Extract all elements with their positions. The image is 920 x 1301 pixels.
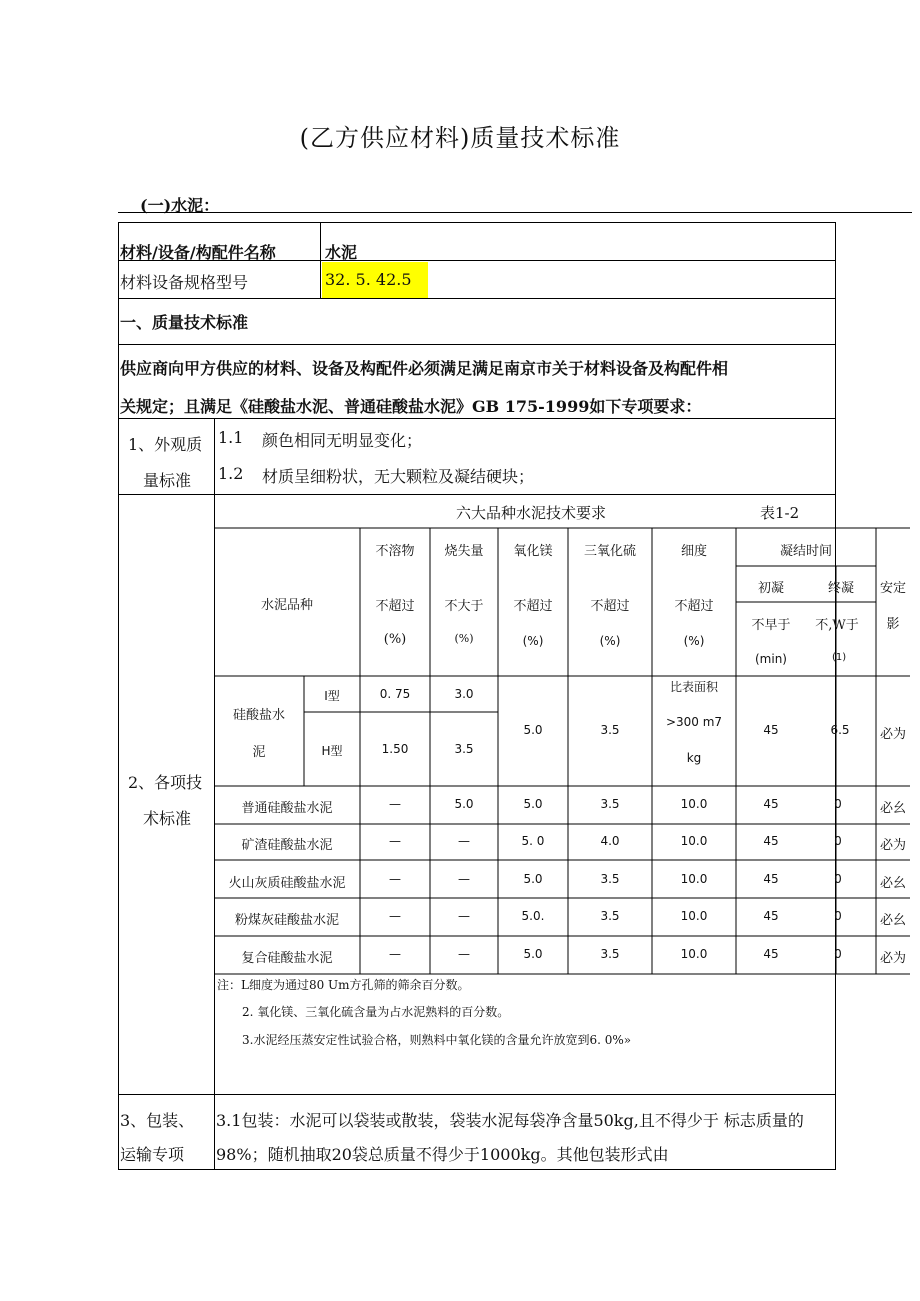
name-label: 材料/设备/构配件名称 [120,243,276,262]
variety-name-cell: 复合硅酸盐水泥 [241,951,333,966]
header-stability-1: 安定 [879,581,906,596]
variety-final-cell: 0 [834,872,842,886]
variety-insoluble-cell: — [389,834,401,848]
variety-initial-cell: 45 [763,872,779,886]
packaging-line-1: 3.1包装：水泥可以袋装或散装，袋装水泥每袋净含量50kg,且不得少于 标志质量的 [216,1111,804,1130]
variety-so3-cell: 4.0 [600,834,620,848]
packaging-label-2: 运输专项 [120,1145,185,1164]
variety-mgo-cell: 5.0 [523,797,543,811]
final-sub-1: 不,W于 [815,618,859,633]
note-3: 3.水泥经压蒸安定性试验合格，则熟料中氧化镁的含量允许放宽到6. 0%» [242,1033,632,1047]
variety-so3-cell: 3.5 [600,909,620,923]
variety-stability-cell: 必为 [879,838,906,853]
variety-loss-cell: 5.0 [454,797,474,811]
variety-initial-cell: 45 [763,947,779,961]
portland-final: 6.5 [830,723,850,737]
variety-fine-cell: 10.0 [680,834,708,848]
spec-value: 32. 5. 42.5 [325,270,412,289]
variety-mgo-cell: 5.0 [523,872,543,886]
variety-final-cell: 0 [834,797,842,811]
table-number: 表1-2 [760,504,800,522]
variety-so3-cell: 3.5 [600,797,620,811]
variety-name-cell: 火山灰质硅酸盐水泥 [228,876,346,891]
so3-sub-2: (%) [599,634,621,648]
header-mgo: 氧化镁 [513,544,553,559]
tech-label-1: 2、各项技 [128,773,203,792]
portland-name-1: 硅酸盐水 [232,708,285,723]
appearance-label-2: 量标准 [143,471,192,490]
variety-stability-cell: 必幺 [879,913,906,928]
variety-loss-cell: — [458,947,470,961]
variety-fine-cell: 10.0 [680,947,708,961]
variety-fine-cell: 10.0 [680,909,708,923]
variety-initial-cell: 45 [763,797,779,811]
fine-sub-2: (%) [683,634,705,648]
variety-loss-cell: — [458,872,470,886]
insoluble-sub-1: 不超过 [375,599,415,614]
header-variety: 水泥品种 [260,598,313,613]
row-divider [118,1094,836,1095]
intro-line-2: 关规定；且满足《硅酸盐水泥、普通硅酸盐水泥》GB 175-1999如下专项要求： [120,397,702,416]
variety-so3-cell: 3.5 [600,872,620,886]
portland-insoluble-2: 1.50 [381,742,409,756]
variety-insoluble-cell: — [389,909,401,923]
portland-stability: 必为 [879,727,906,742]
initial-sub-1: 不早于 [751,618,791,633]
portland-so3: 3.5 [600,723,620,737]
variety-name-cell: 普通硅酸盐水泥 [241,801,333,816]
packaging-line-2: 98%；随机抽取20袋总质量不得少于1000kg。其他包装形式由 [216,1145,669,1164]
mgo-sub-2: (%) [522,634,544,648]
variety-name-cell: 矿渣硅酸盐水泥 [241,838,333,853]
variety-mgo-cell: 5. 0 [521,834,545,848]
appearance-num-2: 1.2 [218,464,244,483]
section-heading: (一)水泥： [140,196,220,215]
portland-initial: 45 [763,723,779,737]
appearance-item-1: 颜色相同无明显变化； [262,431,423,450]
portland-loss-2: 3.5 [454,742,474,756]
header-stability-2: 影 [886,617,900,632]
header-insoluble: 不溶物 [375,544,415,559]
mgo-sub-1: 不超过 [513,599,553,614]
variety-name-cell: 粉煤灰硅酸盐水泥 [234,913,339,928]
packaging-label-1: 3、包装、 [120,1111,195,1130]
portland-mgo: 5.0 [523,723,543,737]
header-fineness: 细度 [680,544,707,559]
portland-name-2: 泥 [252,745,266,760]
header-final: 终凝 [827,581,854,596]
variety-insoluble-cell: — [389,797,401,811]
page-title: (乙方供应材料)质量技术标准 [299,124,621,152]
header-setting: 凝结时间 [779,544,832,559]
variety-fine-cell: 10.0 [680,872,708,886]
portland-type-1: I型 [324,689,340,703]
variety-loss-cell: — [458,909,470,923]
variety-insoluble-cell: — [389,947,401,961]
header-loss: 烧失量 [444,544,484,559]
variety-fine-cell: 10.0 [680,797,708,811]
variety-final-cell: 0 [834,834,842,848]
portland-fine-2: >300 m7 [665,715,723,729]
initial-sub-2: (min) [755,652,787,666]
so3-sub-1: 不超过 [590,599,630,614]
variety-mgo-cell: 5.0 [523,947,543,961]
quality-heading: 一、质量技术标准 [120,313,249,332]
loss-sub-1: 不大于 [444,599,484,614]
variety-stability-cell: 必为 [879,951,906,966]
final-sub-2: (1) [832,652,847,663]
portland-fine-1: 比表面积 [669,680,718,694]
spec-label: 材料设备规格型号 [120,273,249,292]
portland-loss-1: 3.0 [454,687,474,701]
appearance-label-1: 1、外观质 [128,435,203,454]
variety-stability-cell: 必幺 [879,876,906,891]
name-value: 水泥 [325,243,358,262]
variety-insoluble-cell: — [389,872,401,886]
note-2: 2. 氧化镁、三氧化硫含量为占水泥熟料的百分数。 [242,1005,510,1019]
note-1: 注：L细度为通过80 Um方孔筛的筛余百分数。 [217,978,470,992]
variety-initial-cell: 45 [763,834,779,848]
variety-so3-cell: 3.5 [600,947,620,961]
portland-insoluble-1: 0. 75 [379,687,411,701]
table-caption: 六大品种水泥技术要求 [456,504,607,522]
loss-sub-2: (%) [454,632,474,645]
variety-mgo-cell: 5.0. [521,909,545,923]
variety-initial-cell: 45 [763,909,779,923]
portland-fine-3: kg [686,751,702,765]
header-initial: 初凝 [757,581,784,596]
tech-label-2: 术标准 [143,809,192,828]
fine-sub-1: 不超过 [674,599,714,614]
variety-final-cell: 0 [834,947,842,961]
variety-stability-cell: 必幺 [879,801,906,816]
portland-type-2: H型 [321,744,343,758]
variety-loss-cell: — [458,834,470,848]
intro-line-1: 供应商向甲方供应的材料、设备及构配件必须满足满足南京市关于材料设备及构配件相 [120,359,729,378]
appearance-num-1: 1.1 [218,428,244,447]
variety-final-cell: 0 [834,909,842,923]
insoluble-sub-2: (%) [383,632,407,647]
header-so3: 三氧化硫 [583,544,636,559]
appearance-item-2: 材质呈细粉状，无大颗粒及凝结硬块； [262,467,535,486]
